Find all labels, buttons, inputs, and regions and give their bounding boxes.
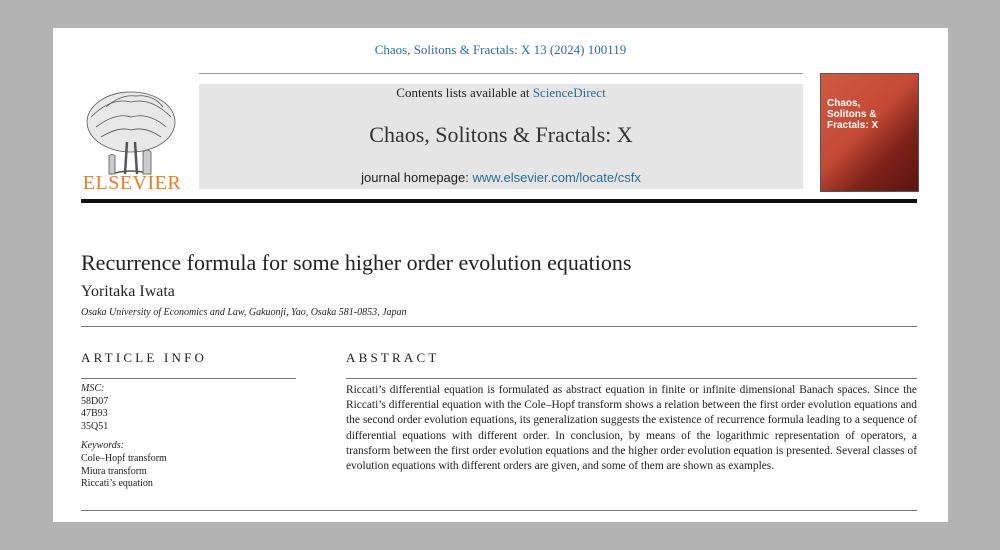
msc-code: 58D07 [81, 395, 109, 407]
msc-code: 35Q51 [81, 420, 109, 432]
paper-page [53, 28, 948, 522]
abstract-heading: ABSTRACT [346, 350, 440, 365]
journal-title: Chaos, Solitons & Fractals: X [369, 122, 633, 147]
elsevier-logo[interactable]: ELSEVIER [82, 172, 182, 194]
title-divider [81, 326, 917, 327]
top-divider [199, 73, 803, 74]
journal-citation-link[interactable]: Chaos, Solitons & Fractals: X 13 (2024) 100119 [374, 42, 627, 57]
article-info [81, 383, 296, 491]
homepage-link[interactable]: www.elsevier.com/locate/csfx [472, 170, 641, 185]
keywords-label: Keywords: [81, 440, 124, 452]
cover-title: Chaos, Solitons & Fractals: X [827, 98, 879, 131]
author-affiliation: Osaka University of Economics and Law, Gakuonji, Yao, Osaka 581-0853, Japan [81, 307, 407, 318]
journal-cover-image[interactable] [820, 73, 919, 192]
keyword: Cole–Hopf transform [81, 452, 167, 464]
abstract-divider [346, 378, 917, 379]
msc-label: MSC: [81, 383, 105, 394]
abstract-text: Riccati’s differential equation is formulated as abstract equation in finite or infinite dimensional Banach spaces. Since the Riccati’s differential equation with the Cole–Hopf transform shows a relation between the first order evolution equations and the second order evolution equations, its generalization suggests the existence of recurrence formula leading to a sequence of differential equations with different order. In conclusion, by means of the logarithmic representation of operators, a transform between the first order evolution equations and the higher order evolution equation is presented. Several classes of evolution equations with different orders are given, and some of them are shown as examples. [346, 384, 917, 473]
contents-prefix: Contents lists available at [396, 85, 530, 100]
msc-code: 47B93 [81, 408, 108, 420]
keyword: Riccati’s equation [81, 478, 153, 490]
sciencedirect-link[interactable]: ScienceDirect [532, 85, 606, 100]
article-info-heading: ARTICLE INFO [81, 350, 208, 365]
journal-banner [199, 84, 803, 189]
homepage-line [199, 170, 803, 185]
author-name[interactable]: Yoritaka Iwata [81, 283, 175, 300]
contents-available-line [199, 85, 803, 101]
article-title: Recurrence formula for some higher order evolution equations [81, 250, 632, 275]
bottom-divider [81, 510, 917, 511]
homepage-prefix: journal homepage: [361, 170, 469, 185]
header-divider [81, 199, 917, 203]
keyword: Miura transform [81, 465, 147, 477]
info-divider [81, 378, 296, 379]
